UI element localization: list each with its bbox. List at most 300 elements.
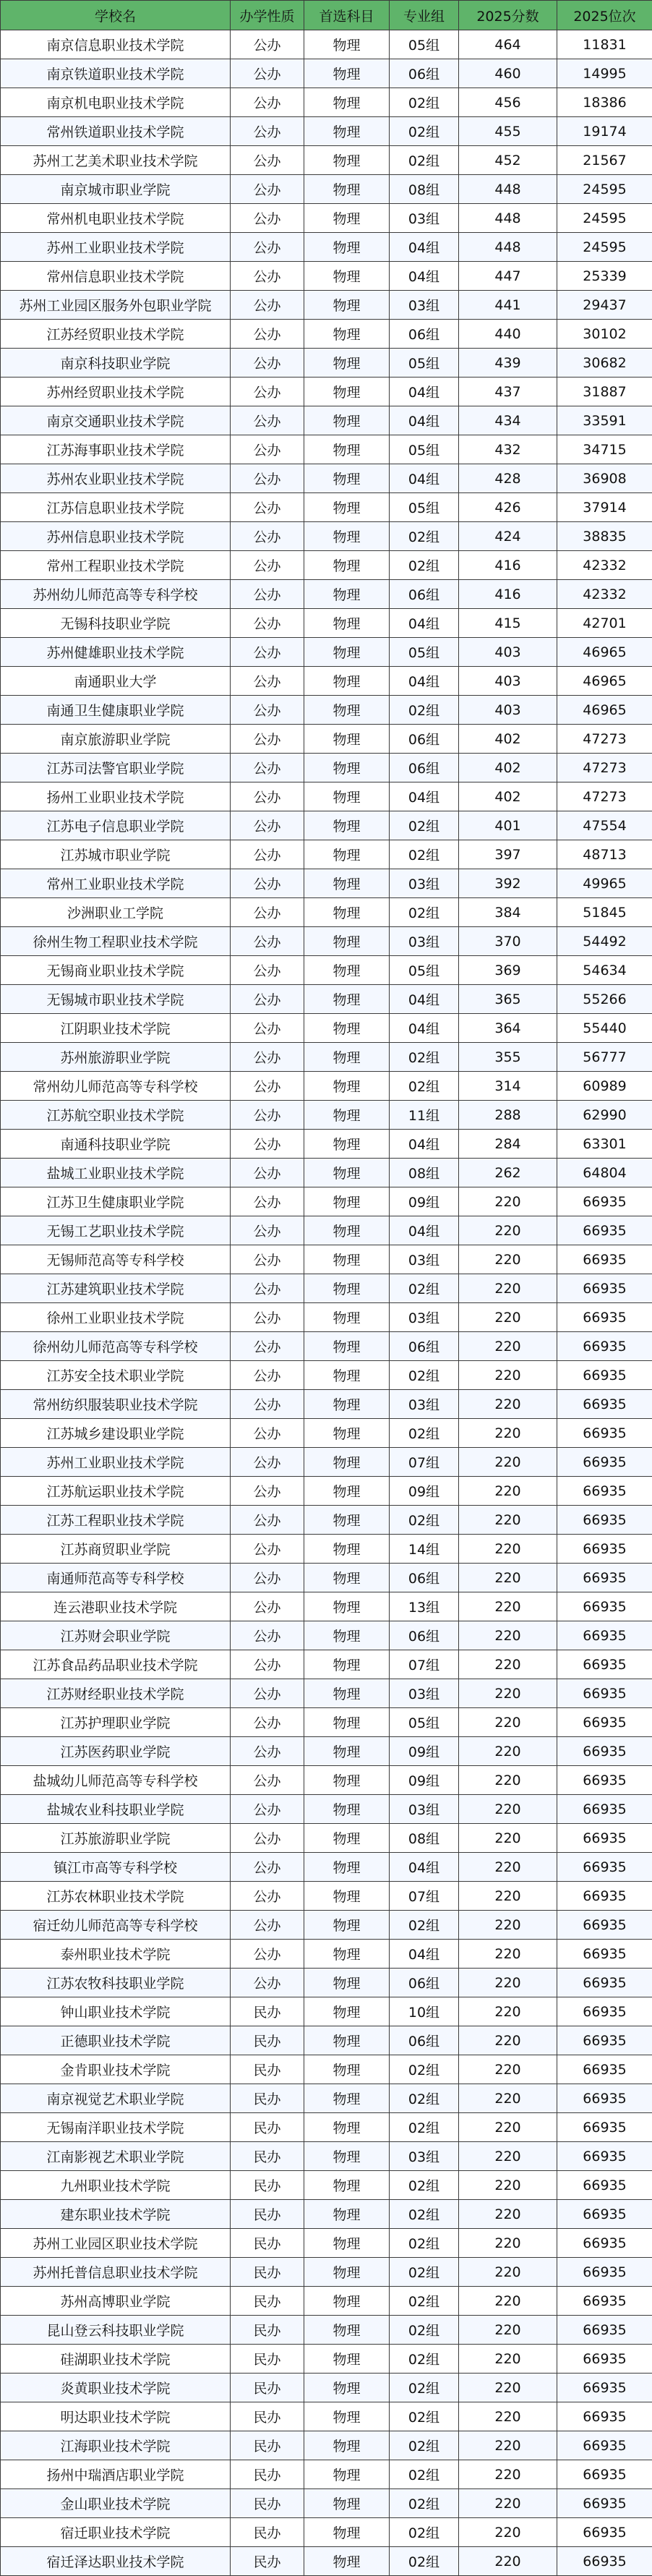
- score-cell: 437: [459, 378, 557, 406]
- score-cell: 220: [459, 2200, 557, 2229]
- score-cell: 402: [459, 782, 557, 811]
- major-group-cell: 02组: [390, 2200, 459, 2229]
- rank-cell: 47554: [557, 811, 652, 840]
- rank-cell: 18386: [557, 88, 652, 117]
- school-type-cell: 公办: [231, 985, 304, 1014]
- rank-cell: 56777: [557, 1043, 652, 1072]
- table-row: [1, 2287, 652, 2316]
- table-row: [1, 2547, 652, 2576]
- score-cell: 220: [459, 1766, 557, 1795]
- school-type-cell: 公办: [231, 1216, 304, 1245]
- rank-cell: 51845: [557, 898, 652, 927]
- table-row: [1, 320, 652, 349]
- major-group-cell: 09组: [390, 1766, 459, 1795]
- school-name-cell: 江苏商贸职业学院: [1, 1535, 231, 1564]
- school-name-cell: 常州纺织服装职业技术学院: [1, 1390, 231, 1419]
- school-type-cell: 公办: [231, 1274, 304, 1303]
- rank-cell: 36908: [557, 464, 652, 493]
- school-type-cell: 公办: [231, 59, 304, 88]
- school-name-cell: 宿迁职业技术学院: [1, 2518, 231, 2547]
- table-row: [1, 1969, 652, 1997]
- first-subject-cell: 物理: [304, 1245, 390, 1274]
- school-name-cell: 常州信息职业技术学院: [1, 262, 231, 291]
- rank-cell: 14995: [557, 59, 652, 88]
- rank-cell: 66935: [557, 1448, 652, 1477]
- school-type-cell: 公办: [231, 609, 304, 638]
- score-cell: 441: [459, 291, 557, 320]
- rank-cell: 34715: [557, 435, 652, 464]
- major-group-cell: 06组: [390, 1564, 459, 1592]
- table-row: [1, 2258, 652, 2287]
- rank-cell: 31887: [557, 378, 652, 406]
- table-row: [1, 898, 652, 927]
- score-cell: 403: [459, 638, 557, 667]
- score-cell: 220: [459, 1216, 557, 1245]
- school-type-cell: 民办: [231, 1997, 304, 2026]
- score-cell: 220: [459, 1650, 557, 1679]
- school-name-cell: 镇江市高等专科学校: [1, 1853, 231, 1882]
- score-cell: 220: [459, 1824, 557, 1853]
- score-cell: 220: [459, 1564, 557, 1592]
- first-subject-cell: 物理: [304, 30, 390, 59]
- score-cell: 220: [459, 2258, 557, 2287]
- major-group-cell: 06组: [390, 2026, 459, 2055]
- table-row: [1, 1419, 652, 1448]
- school-type-cell: 民办: [231, 2287, 304, 2316]
- score-cell: 220: [459, 2345, 557, 2374]
- score-cell: 220: [459, 2026, 557, 2055]
- table-row: [1, 2200, 652, 2229]
- school-type-cell: 民办: [231, 2316, 304, 2345]
- school-name-cell: 盐城工业职业技术学院: [1, 1159, 231, 1187]
- first-subject-cell: 物理: [304, 2287, 390, 2316]
- rank-cell: 66935: [557, 1245, 652, 1274]
- table-row: [1, 1274, 652, 1303]
- table-row: [1, 956, 652, 985]
- score-cell: 365: [459, 985, 557, 1014]
- score-cell: 403: [459, 696, 557, 725]
- table-row: [1, 2171, 652, 2200]
- first-subject-cell: 物理: [304, 2200, 390, 2229]
- table-row: [1, 1332, 652, 1361]
- score-cell: 220: [459, 2142, 557, 2171]
- major-group-cell: 08组: [390, 1824, 459, 1853]
- table-row: [1, 638, 652, 667]
- header-school-type: 办学性质: [231, 1, 304, 30]
- school-name-cell: 常州铁道职业技术学院: [1, 117, 231, 146]
- first-subject-cell: 物理: [304, 1274, 390, 1303]
- school-name-cell: 苏州工艺美术职业技术学院: [1, 146, 231, 175]
- first-subject-cell: 物理: [304, 146, 390, 175]
- first-subject-cell: 物理: [304, 609, 390, 638]
- table-row: [1, 1737, 652, 1766]
- score-cell: 220: [459, 2518, 557, 2547]
- rank-cell: 62990: [557, 1101, 652, 1130]
- score-cell: 220: [459, 1940, 557, 1969]
- school-type-cell: 公办: [231, 1853, 304, 1882]
- table-row: [1, 1303, 652, 1332]
- major-group-cell: 02组: [390, 2316, 459, 2345]
- rank-cell: 66935: [557, 1621, 652, 1650]
- major-group-cell: 06组: [390, 320, 459, 349]
- major-group-cell: 02组: [390, 1361, 459, 1390]
- score-cell: 448: [459, 233, 557, 262]
- school-type-cell: 公办: [231, 1159, 304, 1187]
- score-cell: 220: [459, 2055, 557, 2084]
- major-group-cell: 02组: [390, 1072, 459, 1101]
- table-row: [1, 696, 652, 725]
- school-name-cell: 沙洲职业工学院: [1, 898, 231, 927]
- first-subject-cell: 物理: [304, 2489, 390, 2518]
- major-group-cell: 02组: [390, 1506, 459, 1535]
- rank-cell: 19174: [557, 117, 652, 146]
- first-subject-cell: 物理: [304, 840, 390, 869]
- school-type-cell: 公办: [231, 638, 304, 667]
- first-subject-cell: 物理: [304, 406, 390, 435]
- school-type-cell: 民办: [231, 2026, 304, 2055]
- score-cell: 220: [459, 1737, 557, 1766]
- table-row: [1, 1708, 652, 1737]
- rank-cell: 66935: [557, 1332, 652, 1361]
- major-group-cell: 04组: [390, 378, 459, 406]
- major-group-cell: 02组: [390, 2287, 459, 2316]
- table-row: [1, 1766, 652, 1795]
- header-major-group: 专业组: [390, 1, 459, 30]
- rank-cell: 66935: [557, 2547, 652, 2576]
- table-row: [1, 378, 652, 406]
- school-name-cell: 江南影视艺术职业学院: [1, 2142, 231, 2171]
- rank-cell: 37914: [557, 493, 652, 522]
- rank-cell: 66935: [557, 1882, 652, 1911]
- rank-cell: 42332: [557, 551, 652, 580]
- table-row: [1, 1361, 652, 1390]
- school-type-cell: 公办: [231, 262, 304, 291]
- school-name-cell: 江苏城乡建设职业学院: [1, 1419, 231, 1448]
- major-group-cell: 04组: [390, 464, 459, 493]
- rank-cell: 66935: [557, 2489, 652, 2518]
- first-subject-cell: 物理: [304, 59, 390, 88]
- table-row: [1, 1506, 652, 1535]
- score-cell: 220: [459, 1448, 557, 1477]
- major-group-cell: 14组: [390, 1535, 459, 1564]
- school-name-cell: 江苏卫生健康职业学院: [1, 1187, 231, 1216]
- table-row: [1, 2026, 652, 2055]
- rank-cell: 47273: [557, 725, 652, 754]
- table-row: [1, 1911, 652, 1940]
- school-name-cell: 江苏海事职业技术学院: [1, 435, 231, 464]
- score-cell: 402: [459, 754, 557, 782]
- school-name-cell: 江苏财会职业学院: [1, 1621, 231, 1650]
- first-subject-cell: 物理: [304, 2431, 390, 2460]
- table-row: [1, 349, 652, 378]
- rank-cell: 66935: [557, 2142, 652, 2171]
- rank-cell: 66935: [557, 1477, 652, 1506]
- school-name-cell: 江苏医药职业学院: [1, 1737, 231, 1766]
- major-group-cell: 03组: [390, 1390, 459, 1419]
- school-name-cell: 常州幼儿师范高等专科学校: [1, 1072, 231, 1101]
- first-subject-cell: 物理: [304, 1072, 390, 1101]
- school-type-cell: 公办: [231, 696, 304, 725]
- score-cell: 440: [459, 320, 557, 349]
- table-row: [1, 522, 652, 551]
- major-group-cell: 11组: [390, 1101, 459, 1130]
- major-group-cell: 03组: [390, 1795, 459, 1824]
- table-row: [1, 1940, 652, 1969]
- first-subject-cell: 物理: [304, 1679, 390, 1708]
- school-name-cell: 苏州农业职业技术学院: [1, 464, 231, 493]
- first-subject-cell: 物理: [304, 1708, 390, 1737]
- score-cell: 424: [459, 522, 557, 551]
- school-name-cell: 江苏农牧科技职业学院: [1, 1969, 231, 1997]
- school-name-cell: 江苏航空职业技术学院: [1, 1101, 231, 1130]
- school-type-cell: 公办: [231, 88, 304, 117]
- major-group-cell: 02组: [390, 1043, 459, 1072]
- school-type-cell: 民办: [231, 2055, 304, 2084]
- table-row: [1, 2402, 652, 2431]
- school-type-cell: 民办: [231, 2518, 304, 2547]
- table-row: [1, 2518, 652, 2547]
- rank-cell: 47273: [557, 754, 652, 782]
- major-group-cell: 09组: [390, 1737, 459, 1766]
- school-name-cell: 无锡城市职业技术学院: [1, 985, 231, 1014]
- first-subject-cell: 物理: [304, 1940, 390, 1969]
- table-row: [1, 30, 652, 59]
- school-type-cell: 公办: [231, 464, 304, 493]
- major-group-cell: 02组: [390, 696, 459, 725]
- first-subject-cell: 物理: [304, 522, 390, 551]
- first-subject-cell: 物理: [304, 2142, 390, 2171]
- rank-cell: 24595: [557, 175, 652, 204]
- major-group-cell: 06组: [390, 59, 459, 88]
- major-group-cell: 02组: [390, 840, 459, 869]
- table-row: [1, 1997, 652, 2026]
- table-row: [1, 1130, 652, 1159]
- school-name-cell: 南京机电职业技术学院: [1, 88, 231, 117]
- major-group-cell: 07组: [390, 1448, 459, 1477]
- school-name-cell: 宿迁幼儿师范高等专科学校: [1, 1911, 231, 1940]
- major-group-cell: 04组: [390, 609, 459, 638]
- table-row: [1, 435, 652, 464]
- school-name-cell: 南京铁道职业技术学院: [1, 59, 231, 88]
- rank-cell: 33591: [557, 406, 652, 435]
- school-type-cell: 公办: [231, 406, 304, 435]
- school-name-cell: 江苏工程职业技术学院: [1, 1506, 231, 1535]
- school-type-cell: 民办: [231, 2547, 304, 2576]
- first-subject-cell: 物理: [304, 2258, 390, 2287]
- major-group-cell: 04组: [390, 782, 459, 811]
- score-cell: 220: [459, 1882, 557, 1911]
- table-row: [1, 754, 652, 782]
- school-name-cell: 金山职业技术学院: [1, 2489, 231, 2518]
- first-subject-cell: 物理: [304, 1390, 390, 1419]
- major-group-cell: 02组: [390, 522, 459, 551]
- school-type-cell: 公办: [231, 1506, 304, 1535]
- rank-cell: 66935: [557, 2113, 652, 2142]
- school-name-cell: 苏州信息职业技术学院: [1, 522, 231, 551]
- major-group-cell: 04组: [390, 406, 459, 435]
- school-type-cell: 民办: [231, 2200, 304, 2229]
- rank-cell: 66935: [557, 2084, 652, 2113]
- score-cell: 460: [459, 59, 557, 88]
- first-subject-cell: 物理: [304, 1592, 390, 1621]
- score-cell: 220: [459, 1390, 557, 1419]
- first-subject-cell: 物理: [304, 493, 390, 522]
- school-type-cell: 公办: [231, 349, 304, 378]
- school-name-cell: 徐州幼儿师范高等专科学校: [1, 1332, 231, 1361]
- first-subject-cell: 物理: [304, 435, 390, 464]
- school-name-cell: 江海职业技术学院: [1, 2431, 231, 2460]
- table-row: [1, 869, 652, 898]
- school-name-cell: 建东职业技术学院: [1, 2200, 231, 2229]
- rank-cell: 64804: [557, 1159, 652, 1187]
- first-subject-cell: 物理: [304, 1419, 390, 1448]
- school-name-cell: 金肯职业技术学院: [1, 2055, 231, 2084]
- rank-cell: 21567: [557, 146, 652, 175]
- first-subject-cell: 物理: [304, 262, 390, 291]
- score-cell: 220: [459, 1535, 557, 1564]
- school-name-cell: 南京交通职业技术学院: [1, 406, 231, 435]
- rank-cell: 66935: [557, 1390, 652, 1419]
- table-row: [1, 1245, 652, 1274]
- school-name-cell: 江苏农林职业技术学院: [1, 1882, 231, 1911]
- rank-cell: 66935: [557, 1853, 652, 1882]
- school-type-cell: 公办: [231, 840, 304, 869]
- table-row: [1, 2460, 652, 2489]
- first-subject-cell: 物理: [304, 2316, 390, 2345]
- table-row: [1, 1621, 652, 1650]
- first-subject-cell: 物理: [304, 811, 390, 840]
- major-group-cell: 02组: [390, 2113, 459, 2142]
- table-row: [1, 2113, 652, 2142]
- major-group-cell: 05组: [390, 30, 459, 59]
- major-group-cell: 09组: [390, 1477, 459, 1506]
- table-row: [1, 1564, 652, 1592]
- table-row: [1, 1390, 652, 1419]
- rank-cell: 25339: [557, 262, 652, 291]
- school-name-cell: 连云港职业技术学院: [1, 1592, 231, 1621]
- school-type-cell: 公办: [231, 1477, 304, 1506]
- rank-cell: 24595: [557, 204, 652, 233]
- first-subject-cell: 物理: [304, 985, 390, 1014]
- school-type-cell: 民办: [231, 2113, 304, 2142]
- first-subject-cell: 物理: [304, 2084, 390, 2113]
- major-group-cell: 04组: [390, 1014, 459, 1043]
- school-name-cell: 无锡师范高等专科学校: [1, 1245, 231, 1274]
- score-cell: 448: [459, 175, 557, 204]
- school-type-cell: 公办: [231, 1332, 304, 1361]
- school-name-cell: 盐城农业科技职业学院: [1, 1795, 231, 1824]
- first-subject-cell: 物理: [304, 2345, 390, 2374]
- rank-cell: 49965: [557, 869, 652, 898]
- major-group-cell: 02组: [390, 2229, 459, 2258]
- score-cell: 220: [459, 2547, 557, 2576]
- school-name-cell: 江苏经贸职业技术学院: [1, 320, 231, 349]
- school-type-cell: 公办: [231, 898, 304, 927]
- table-row: [1, 291, 652, 320]
- rank-cell: 66935: [557, 1506, 652, 1535]
- major-group-cell: 06组: [390, 580, 459, 609]
- major-group-cell: 02组: [390, 2055, 459, 2084]
- score-cell: 452: [459, 146, 557, 175]
- first-subject-cell: 物理: [304, 638, 390, 667]
- table-row: [1, 1101, 652, 1130]
- score-cell: 432: [459, 435, 557, 464]
- school-type-cell: 公办: [231, 580, 304, 609]
- table-row: [1, 1882, 652, 1911]
- rank-cell: 38835: [557, 522, 652, 551]
- major-group-cell: 02组: [390, 2374, 459, 2402]
- major-group-cell: 02组: [390, 2460, 459, 2489]
- major-group-cell: 13组: [390, 1592, 459, 1621]
- score-cell: 220: [459, 1708, 557, 1737]
- school-type-cell: 民办: [231, 2431, 304, 2460]
- school-type-cell: 民办: [231, 2229, 304, 2258]
- score-cell: 220: [459, 1332, 557, 1361]
- table-row: [1, 1650, 652, 1679]
- school-type-cell: 公办: [231, 1448, 304, 1477]
- first-subject-cell: 物理: [304, 1997, 390, 2026]
- table-row: [1, 1216, 652, 1245]
- major-group-cell: 03组: [390, 291, 459, 320]
- rank-cell: 66935: [557, 1303, 652, 1332]
- school-name-cell: 南通师范高等专科学校: [1, 1564, 231, 1592]
- school-name-cell: 江苏司法警官职业学院: [1, 754, 231, 782]
- table-row: [1, 580, 652, 609]
- score-cell: 220: [459, 1795, 557, 1824]
- rank-cell: 66935: [557, 1274, 652, 1303]
- major-group-cell: 03组: [390, 2142, 459, 2171]
- major-group-cell: 03组: [390, 1679, 459, 1708]
- score-cell: 402: [459, 725, 557, 754]
- rank-cell: 66935: [557, 2374, 652, 2402]
- rank-cell: 29437: [557, 291, 652, 320]
- table-row: [1, 2374, 652, 2402]
- table-row: [1, 2431, 652, 2460]
- school-type-cell: 公办: [231, 1130, 304, 1159]
- school-type-cell: 公办: [231, 667, 304, 696]
- table-row: [1, 1853, 652, 1882]
- school-name-cell: 盐城幼儿师范高等专科学校: [1, 1766, 231, 1795]
- table-body: [1, 30, 652, 2576]
- score-cell: 447: [459, 262, 557, 291]
- major-group-cell: 04组: [390, 1130, 459, 1159]
- table-row: [1, 2316, 652, 2345]
- school-name-cell: 常州工业职业技术学院: [1, 869, 231, 898]
- school-type-cell: 公办: [231, 1101, 304, 1130]
- first-subject-cell: 物理: [304, 667, 390, 696]
- table-row: [1, 175, 652, 204]
- major-group-cell: 10组: [390, 1997, 459, 2026]
- major-group-cell: 05组: [390, 1708, 459, 1737]
- school-type-cell: 公办: [231, 435, 304, 464]
- table-row: [1, 1072, 652, 1101]
- first-subject-cell: 物理: [304, 1014, 390, 1043]
- header-row: [1, 1, 652, 30]
- school-type-cell: 公办: [231, 1621, 304, 1650]
- table-row: [1, 59, 652, 88]
- first-subject-cell: 物理: [304, 1564, 390, 1592]
- major-group-cell: 07组: [390, 1882, 459, 1911]
- school-type-cell: 公办: [231, 869, 304, 898]
- table-row: [1, 725, 652, 754]
- major-group-cell: 06组: [390, 725, 459, 754]
- first-subject-cell: 物理: [304, 2055, 390, 2084]
- school-name-cell: 徐州工业职业技术学院: [1, 1303, 231, 1332]
- first-subject-cell: 物理: [304, 898, 390, 927]
- school-name-cell: 明达职业技术学院: [1, 2402, 231, 2431]
- school-type-cell: 公办: [231, 1795, 304, 1824]
- score-cell: 220: [459, 1245, 557, 1274]
